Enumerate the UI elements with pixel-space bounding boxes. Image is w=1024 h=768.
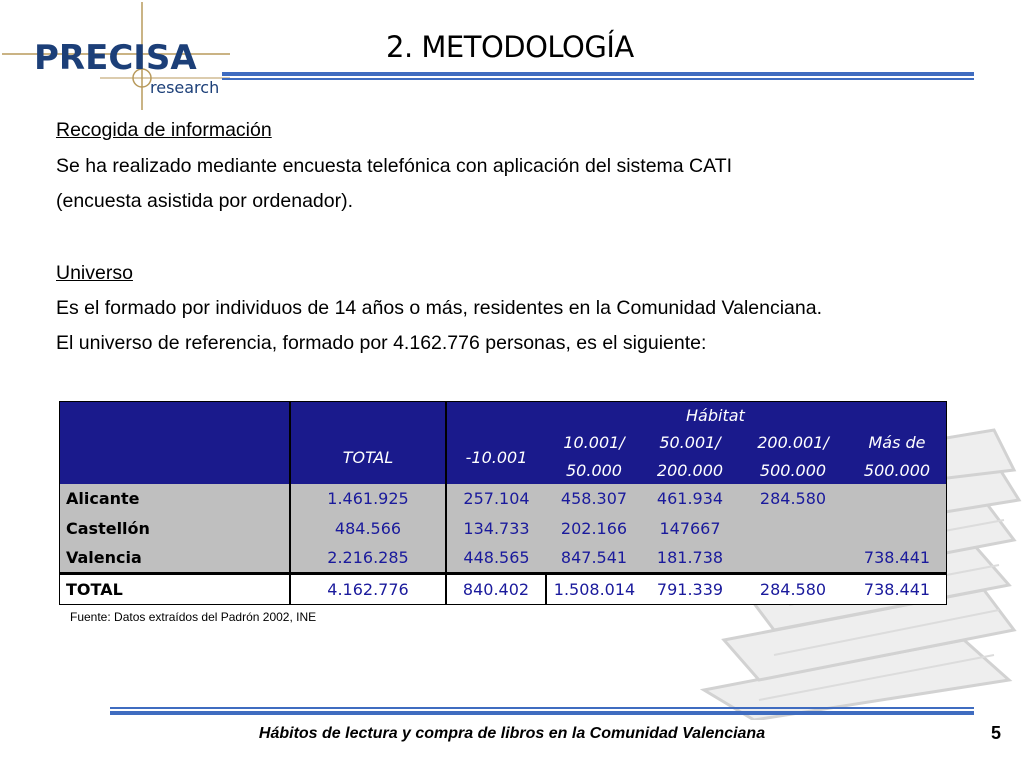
header-habitat: Hábitat — [546, 402, 946, 428]
cell-value: 448.565 — [463, 547, 530, 567]
cell-value — [738, 514, 848, 543]
cell-value: 202.166 — [560, 518, 628, 538]
population-table — [59, 401, 947, 605]
cell-value: 284.580 — [759, 489, 827, 509]
cell-value: 484.566 — [290, 514, 446, 543]
cell-value: 738.441 — [848, 573, 946, 604]
header-total: TOTAL — [290, 402, 446, 484]
page-number: 5 — [991, 723, 1002, 743]
section-heading-collection: Recogida de información — [56, 119, 272, 141]
cell-value: 738.441 — [863, 547, 931, 567]
universe-line-1: Es el formado por individuos de 14 años o más, residentes en la Comunidad Valenciana. — [56, 297, 823, 319]
logo-wordmark: PRECISA — [34, 38, 197, 78]
precisa-logo — [0, 0, 232, 112]
collection-line-1: Se ha realizado mediante encuesta telefónica con aplicación del sistema CATI — [56, 155, 733, 177]
header-50001-bot: 200.000 — [642, 456, 738, 484]
header-over-top: Más de — [848, 428, 946, 456]
table-row — [60, 543, 946, 574]
row-label: TOTAL — [60, 573, 290, 604]
footer-rule — [110, 707, 974, 716]
header-rule — [222, 72, 974, 81]
cell-value: 147667 — [659, 518, 721, 538]
cell-value: 847.541 — [560, 547, 628, 567]
collection-line-2: (encuesta asistida por ordenador). — [56, 190, 354, 212]
footer-title: Hábitos de lectura y compra de libros en la Comunidad Valenciana — [258, 725, 766, 742]
cell-value: 4.162.776 — [290, 573, 446, 604]
cell-value: 840.402 — [446, 573, 546, 604]
header-200001-top: 200.001/ — [738, 428, 848, 456]
cell-value — [738, 543, 848, 574]
cell-value — [848, 484, 946, 513]
cell-value: 134.733 — [463, 518, 530, 538]
header-10001-bot: 50.000 — [546, 456, 642, 484]
table-row — [60, 514, 946, 543]
cell-value: 181.738 — [656, 547, 724, 567]
table-source: Fuente: Datos extraídos del Padrón 2002, INE — [70, 610, 317, 624]
cell-value: 458.307 — [560, 489, 628, 509]
header-blank — [60, 402, 290, 484]
cell-value: 2.216.285 — [290, 543, 446, 574]
section-heading-universe: Universo — [56, 262, 133, 284]
header-200001-bot: 500.000 — [738, 456, 848, 484]
header-50001-top: 50.001/ — [642, 428, 738, 456]
header-under-10001: -10.001 — [446, 402, 546, 484]
cell-value: 1.461.925 — [290, 484, 446, 513]
cell-value — [848, 514, 946, 543]
cell-value: 284.580 — [738, 573, 848, 604]
page-title: 2. METODOLOGÍA — [386, 30, 634, 64]
header-10001-top: 10.001/ — [546, 428, 642, 456]
cell-value: 791.339 — [642, 573, 738, 604]
cell-value: 257.104 — [463, 489, 530, 509]
row-label: Valencia — [60, 543, 290, 574]
universe-line-2: El universo de referencia, formado por 4.162.776 personas, es el siguiente: — [56, 332, 707, 354]
header-over-bot: 500.000 — [848, 456, 946, 484]
logo-subtitle: research — [150, 78, 220, 97]
total-row — [60, 573, 946, 604]
row-label: Castellón — [60, 514, 290, 543]
row-label: Alicante — [60, 484, 290, 513]
cell-value: 1.508.014 — [546, 573, 642, 604]
table-row — [60, 484, 946, 513]
cell-value: 461.934 — [656, 489, 724, 509]
